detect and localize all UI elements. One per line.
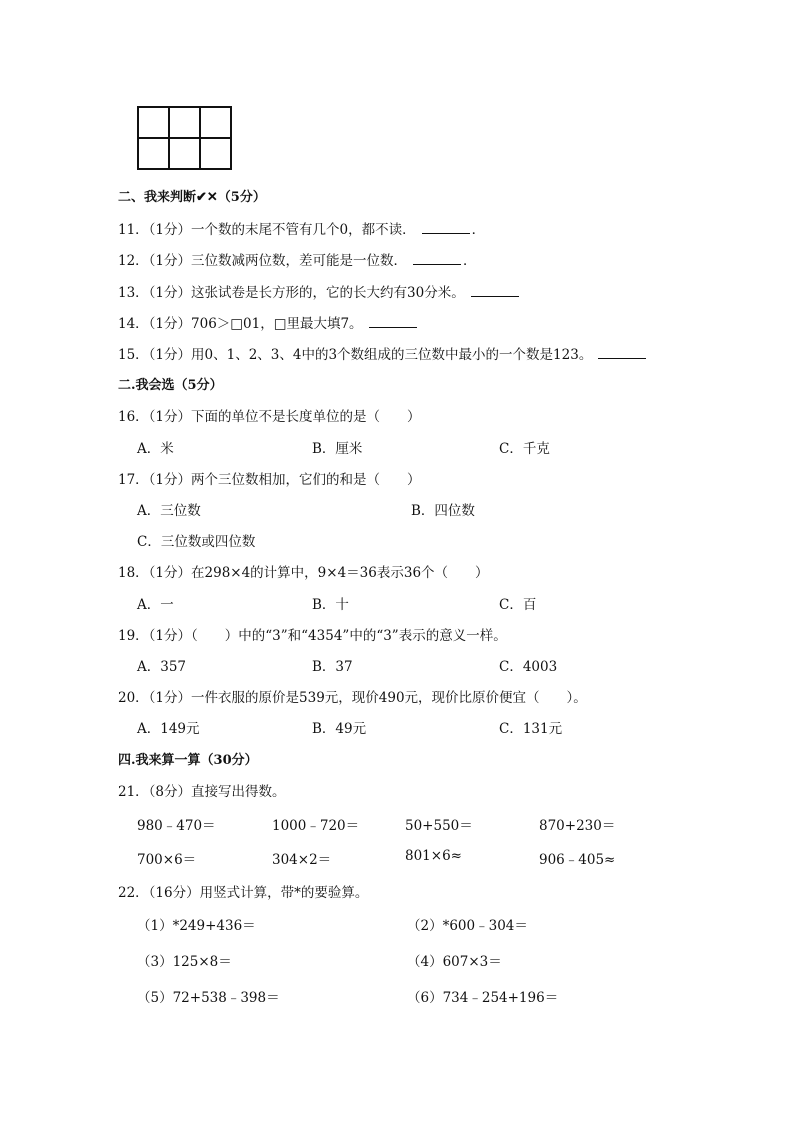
vertical-calc-item: （4）607×3＝ bbox=[407, 954, 502, 970]
answer-blank[interactable] bbox=[413, 252, 461, 265]
question-19: 19．（1分）（ ）中的“3”和“4354”中的“3”表示的意义一样。 bbox=[118, 628, 507, 644]
question-17: 17．（1分）两个三位数相加，它们的和是（ ） bbox=[118, 472, 421, 488]
vertical-calc-item: （6）734﹣254+196＝ bbox=[407, 990, 559, 1006]
option-c[interactable]: C．千克 bbox=[499, 441, 550, 457]
vertical-calc-item: （1）*249+436＝ bbox=[137, 918, 256, 934]
answer-blank[interactable] bbox=[471, 284, 519, 297]
grid-cell bbox=[169, 138, 200, 169]
oral-calc-item: 801×6≈ bbox=[405, 848, 462, 864]
question-tail: ． bbox=[471, 222, 486, 238]
option-a[interactable]: A．米 bbox=[137, 441, 174, 457]
option-b[interactable]: B．厘米 bbox=[312, 441, 363, 457]
option-c[interactable]: C．三位数或四位数 bbox=[137, 534, 256, 550]
option-b[interactable]: B．49元 bbox=[312, 721, 367, 737]
grid-cell bbox=[200, 107, 231, 138]
answer-blank[interactable] bbox=[422, 221, 470, 234]
vertical-calc-item: （5）72+538﹣398＝ bbox=[137, 990, 280, 1006]
option-c[interactable]: C．百 bbox=[499, 597, 537, 613]
question-text: 14．（1分）706＞□01，□里最大填7。 bbox=[118, 316, 363, 332]
question-text: 12．（1分）三位数减两位数，差可能是一位数． bbox=[118, 253, 408, 269]
option-b[interactable]: B．37 bbox=[312, 659, 353, 675]
grid-cell bbox=[138, 138, 169, 169]
question-16: 16．（1分）下面的单位不是长度单位的是（ ） bbox=[118, 409, 421, 425]
answer-blank[interactable] bbox=[369, 315, 417, 328]
question-12 bbox=[118, 249, 477, 269]
option-b[interactable]: B．四位数 bbox=[411, 503, 475, 519]
oral-calc-item: 700×6＝ bbox=[137, 852, 197, 868]
question-text: 13．（1分）这张试卷是长方形的，它的长大约有30分米。 bbox=[118, 285, 465, 301]
section-heading-calc: 四.我来算一算（30分） bbox=[118, 753, 258, 768]
oral-calc-item: 980﹣470＝ bbox=[137, 818, 216, 834]
section-heading-judge: 二、我来判断✔✕（5分） bbox=[118, 190, 266, 205]
option-a[interactable]: A．149元 bbox=[137, 721, 200, 737]
grid-cell bbox=[200, 138, 231, 169]
option-a[interactable]: A．一 bbox=[137, 597, 174, 613]
question-15 bbox=[118, 343, 646, 363]
vertical-calc-item: （3）125×8＝ bbox=[137, 954, 232, 970]
question-11 bbox=[118, 218, 485, 238]
grid-figure bbox=[137, 106, 232, 170]
question-13 bbox=[118, 281, 519, 301]
option-a[interactable]: A．三位数 bbox=[137, 503, 201, 519]
option-b[interactable]: B．十 bbox=[312, 597, 349, 613]
oral-calc-item: 50+550＝ bbox=[405, 818, 473, 834]
oral-calc-item: 1000﹣720＝ bbox=[272, 818, 360, 834]
grid-cell bbox=[169, 107, 200, 138]
grid-cell bbox=[138, 107, 169, 138]
oral-calc-item: 870+230＝ bbox=[539, 818, 616, 834]
question-22: 22．（16分）用竖式计算，带*的要验算。 bbox=[118, 885, 369, 901]
section-heading-choose: 二.我会选（5分） bbox=[118, 378, 223, 393]
question-text: 11．（1分）一个数的末尾不管有几个0，都不读． bbox=[118, 222, 416, 238]
question-tail: ． bbox=[463, 253, 477, 269]
option-c[interactable]: C．4003 bbox=[499, 659, 558, 675]
answer-blank[interactable] bbox=[598, 346, 646, 359]
question-14 bbox=[118, 312, 417, 332]
option-c[interactable]: C．131元 bbox=[499, 721, 563, 737]
oral-calc-item: 906﹣405≈ bbox=[539, 852, 616, 868]
question-20: 20．（1分）一件衣服的原价是539元，现价490元，现价比原价便宜（ ）。 bbox=[118, 690, 587, 706]
question-18: 18．（1分）在298×4的计算中，9×4＝36表示36个（ ） bbox=[118, 565, 489, 581]
option-a[interactable]: A．357 bbox=[137, 659, 187, 675]
question-21: 21．（8分）直接写出得数。 bbox=[118, 784, 286, 800]
question-text: 15．（1分）用0、1、2、3、4中的3个数组成的三位数中最小的一个数是123。 bbox=[118, 347, 593, 363]
vertical-calc-item: （2）*600﹣304＝ bbox=[407, 918, 528, 934]
oral-calc-item: 304×2＝ bbox=[272, 852, 332, 868]
